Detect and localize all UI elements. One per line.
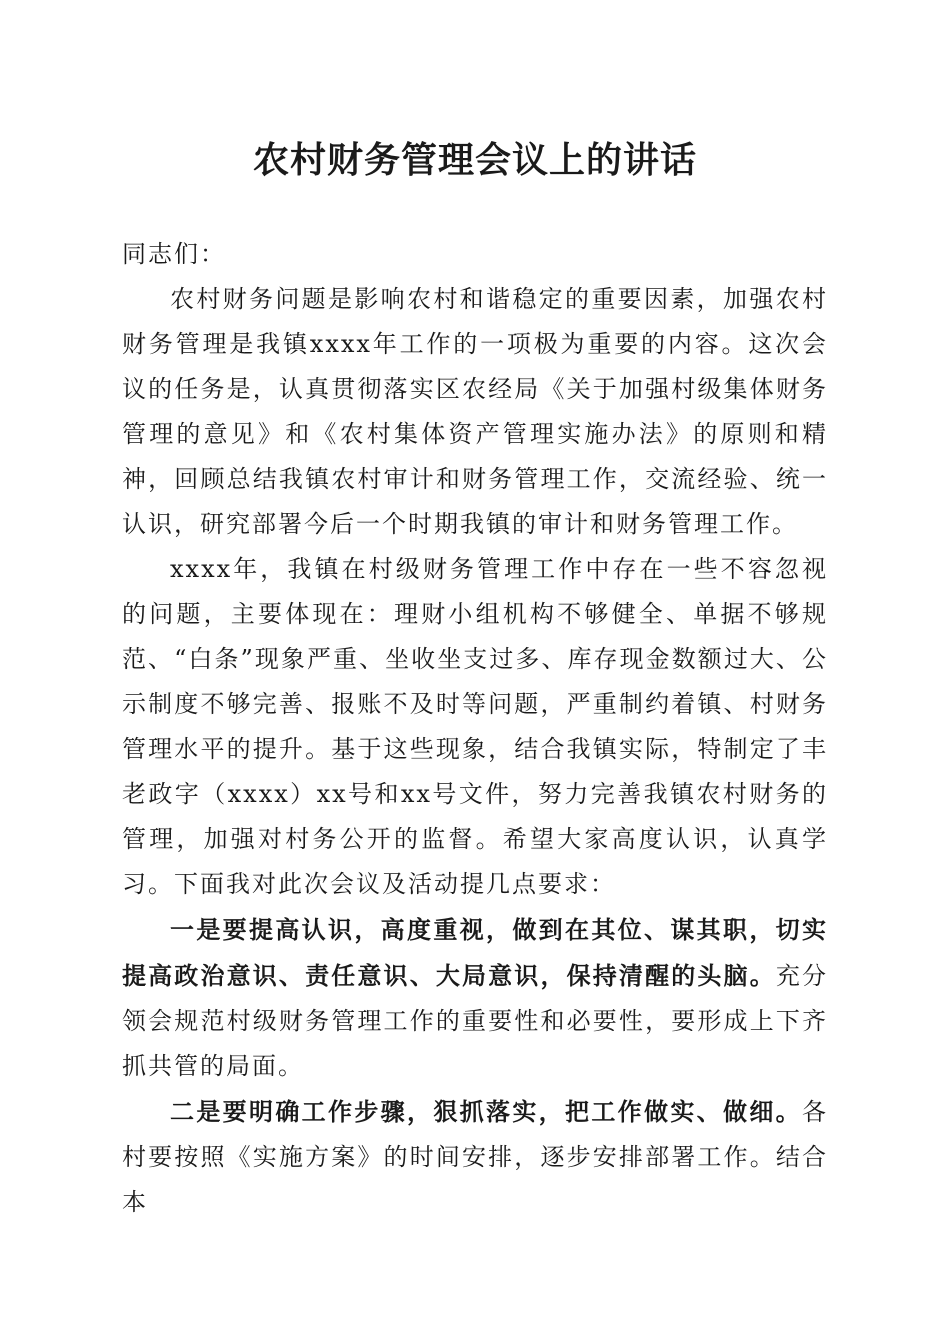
point-one-body: 充分领会规范村级财务管理工作的重要性和必要性，要形成上下齐抓共管的局面。 xyxy=(122,962,829,1080)
document-body xyxy=(122,232,828,1225)
paragraph-point-two xyxy=(122,1089,828,1225)
point-one-lead: 一是要提高认识，高度重视，做到在其位、谋其职，切实提高政治意识、责任意识、大局意识，保持清醒的头脑。 xyxy=(122,915,828,990)
point-two-body: 各村要按照《实施方案》的时间安排，逐步安排部署工作。结合本 xyxy=(122,1098,828,1216)
document-title: 农村财务管理会议上的讲话 xyxy=(252,139,697,181)
salutation: 同志们： xyxy=(122,240,226,268)
paragraph-problems: xxxx年，我镇在村级财务管理工作中存在一些不容忽视的问题，主要体现在：理财小组机构不够健全、单据不够规范、“白条”现象严重、坐收坐支过多、库存现金数额过大、公示制度不够完善、报账不及时等问题，严重制约着镇、村财务管理水平的提升。基于这些现象，结合我镇实际，特制定了丰老政字（xxxx）xx号和xx号文件，努力完善我镇农村财务的管理，加强对村务公开的监督。希望大家高度认识，认真学习。下面我对此次会议及活动提几点要求： xyxy=(122,555,828,898)
point-two-lead: 二是要明确工作步骤，狠抓落实，把工作做实、做细。 xyxy=(170,1097,802,1126)
paragraph-intro: 农村财务问题是影响农村和谐稳定的重要因素，加强农村财务管理是我镇xxxx年工作的一项极为重要的内容。这次会议的任务是，认真贯彻落实区农经局《关于加强村级集体财务管理的意见》和《农村集体资产管理实施办法》的原则和精神，回顾总结我镇农村审计和财务管理工作，交流经验、统一认识，研究部署今后一个时期我镇的审计和财务管理工作。 xyxy=(122,285,828,538)
paragraph-point-one xyxy=(122,907,828,1089)
